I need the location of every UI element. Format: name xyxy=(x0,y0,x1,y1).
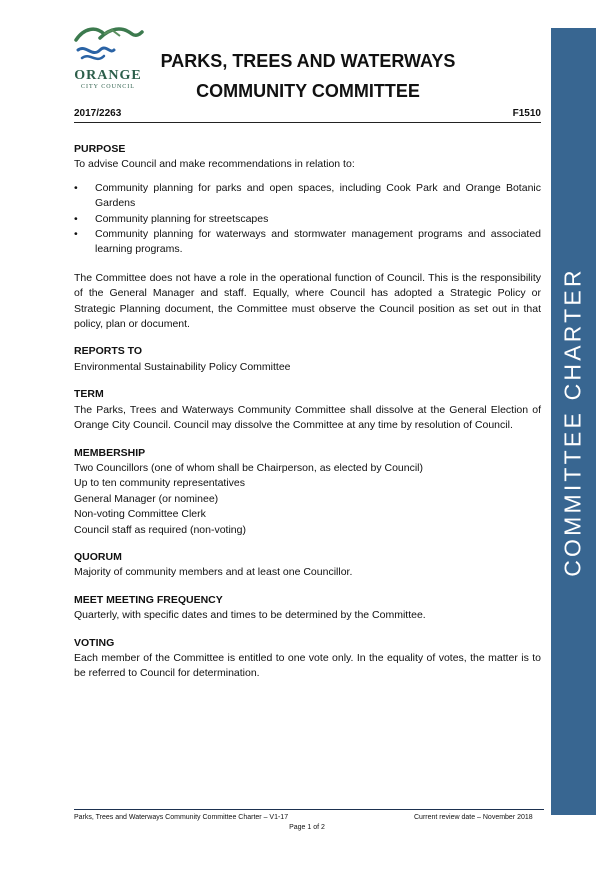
quorum-heading: QUORUM xyxy=(74,550,122,563)
quorum-text: Majority of community members and at least one Councillor. xyxy=(74,566,353,579)
logo-mark-icon xyxy=(70,24,148,70)
reports-to-heading: REPORTS TO xyxy=(74,345,143,358)
frequency-section xyxy=(74,593,541,624)
header-divider xyxy=(74,122,541,123)
purpose-list xyxy=(74,181,541,258)
term-text: The Parks, Trees and Waterways Community Committee shall dissolve at the General Election of Orange City Council. Council may dissolve the Committee at any time by resolution of Council. xyxy=(74,403,541,432)
reports-to-section xyxy=(74,344,541,375)
council-logo xyxy=(70,24,148,96)
voting-section xyxy=(74,636,541,682)
title-line-2: COMMUNITY COMMITTEE xyxy=(196,81,420,101)
frequency-text: Quarterly, with specific dates and times to be determined by the Committee. xyxy=(74,609,426,622)
list-item: • Community planning for waterways and stormwater management programs and associated learning programs. xyxy=(74,228,541,256)
footer-review-date: Current review date – November 2018 xyxy=(414,814,533,821)
term-heading: TERM xyxy=(74,388,104,401)
reports-to-text: Environmental Sustainability Policy Committee xyxy=(74,360,291,373)
list-item: • Community planning for streetscapes xyxy=(74,212,541,227)
logo-name: ORANGE xyxy=(74,68,142,83)
membership-heading: MEMBERSHIP xyxy=(74,446,146,459)
page-title xyxy=(150,46,466,106)
document-number: 2017/2263 xyxy=(74,108,122,119)
charter-content xyxy=(74,142,541,694)
side-band-label: COMMITTEE CHARTER xyxy=(559,267,586,577)
file-number: F1510 xyxy=(512,108,541,119)
membership-line: Two Councillors (one of whom shall be Chairperson, as elected by Council) xyxy=(74,461,424,474)
voting-heading: VOTING xyxy=(74,636,115,649)
purpose-body: The Committee does not have a role in the operational function of Council. This is the responsibility of the General Manager and staff. Equally, where Council has adopted a Strategic Policy or Strategic Planning document, the Committee must observe the Council position as set out in that policy, plan or document. xyxy=(74,271,541,331)
bullet-icon: • xyxy=(74,228,78,241)
bullet-icon: • xyxy=(74,212,78,225)
membership-line: Council staff as required (non-voting) xyxy=(74,523,246,536)
list-item: • Community planning for parks and open spaces, including Cook Park and Orange Botanic Gardens xyxy=(74,181,541,210)
purpose-section xyxy=(74,142,541,332)
logo-subtitle: CITY COUNCIL xyxy=(81,84,135,90)
voting-text: Each member of the Committee is entitled to one vote only. In the equality of votes, the matter is to be referred to Council for determination. xyxy=(74,651,541,680)
term-section xyxy=(74,387,541,433)
membership-line: Non-voting Committee Clerk xyxy=(74,508,206,521)
membership-line: Up to ten community representatives xyxy=(74,477,245,490)
purpose-intro: To advise Council and make recommendations in relation to: xyxy=(74,158,355,171)
quorum-section xyxy=(74,550,541,581)
footer-document-title: Parks, Trees and Waterways Community Committee Charter – V1-17 xyxy=(74,814,289,821)
membership-section xyxy=(74,446,541,538)
footer-divider xyxy=(74,809,544,810)
purpose-heading: PURPOSE xyxy=(74,143,126,155)
page-number: Page 1 of 2 xyxy=(289,824,325,831)
membership-line: General Manager (or nominee) xyxy=(74,492,219,505)
frequency-heading: MEET MEETING FREQUENCY xyxy=(74,593,223,606)
bullet-icon: • xyxy=(74,181,78,194)
title-line-1: PARKS, TREES AND WATERWAYS xyxy=(160,51,456,71)
